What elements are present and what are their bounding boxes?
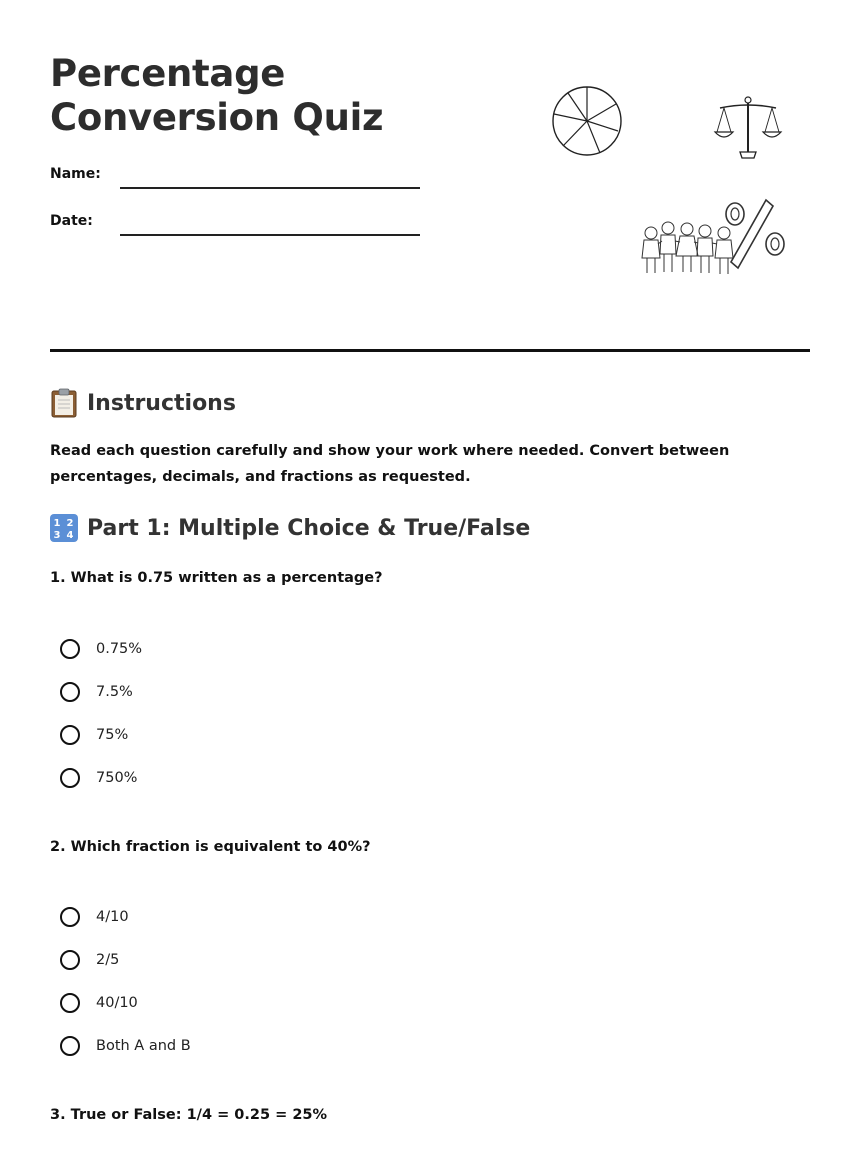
q1-option-b[interactable] (60, 679, 133, 705)
name-label: Name: (50, 166, 101, 182)
radio-button[interactable] (60, 1036, 80, 1056)
svg-text:4: 4 (66, 530, 74, 541)
option-label: 4/10 (96, 909, 129, 925)
date-field[interactable] (120, 234, 420, 236)
q1-option-c[interactable] (60, 722, 128, 748)
option-label: 2/5 (96, 952, 120, 968)
q2-option-b[interactable] (60, 947, 119, 973)
part1-heading-text: Part 1: Multiple Choice & True/False (87, 515, 531, 541)
radio-button[interactable] (60, 993, 80, 1013)
option-label: 75% (96, 727, 129, 743)
option-label: 40/10 (96, 995, 138, 1011)
question-3: 3. True or False: 1/4 = 0.25 = 25% (50, 1107, 328, 1123)
balance-scale-icon (712, 94, 784, 162)
svg-text:2: 2 (66, 518, 74, 529)
radio-button[interactable] (60, 907, 80, 927)
radio-button[interactable] (60, 682, 80, 702)
radio-button[interactable] (60, 639, 80, 659)
question-1: 1. What is 0.75 written as a percentage? (50, 570, 383, 586)
header-divider (50, 349, 810, 352)
q2-option-d[interactable] (60, 1033, 191, 1059)
instructions-heading-text: Instructions (87, 390, 236, 416)
q2-option-c[interactable] (60, 990, 138, 1016)
children-percent-icon (638, 196, 788, 280)
date-label: Date: (50, 213, 93, 229)
option-label: 0.75% (96, 641, 143, 657)
part1-heading (50, 514, 530, 542)
q1-option-a[interactable] (60, 636, 142, 662)
name-field[interactable] (120, 187, 420, 189)
option-label: 7.5% (96, 684, 133, 700)
svg-text:1: 1 (53, 518, 61, 529)
clipboard-icon (50, 388, 78, 418)
radio-button[interactable] (60, 950, 80, 970)
radio-button[interactable] (60, 725, 80, 745)
question-2: 2. Which fraction is equivalent to 40%? (50, 839, 371, 855)
q1-option-d[interactable] (60, 765, 137, 791)
instructions-text: Read each question carefully and show your work where needed. Convert between percentages, decimals, and fractions as requested. (50, 443, 730, 485)
svg-text:3: 3 (53, 530, 61, 541)
numbers-1234-icon (50, 514, 78, 542)
option-label: 750% (96, 770, 138, 786)
option-label: Both A and B (96, 1038, 191, 1054)
instructions-heading (50, 388, 236, 418)
pie-chart-icon (550, 84, 624, 158)
q2-option-a[interactable] (60, 904, 129, 930)
quiz-title: Percentage Conversion Quiz (50, 52, 384, 139)
radio-button[interactable] (60, 768, 80, 788)
